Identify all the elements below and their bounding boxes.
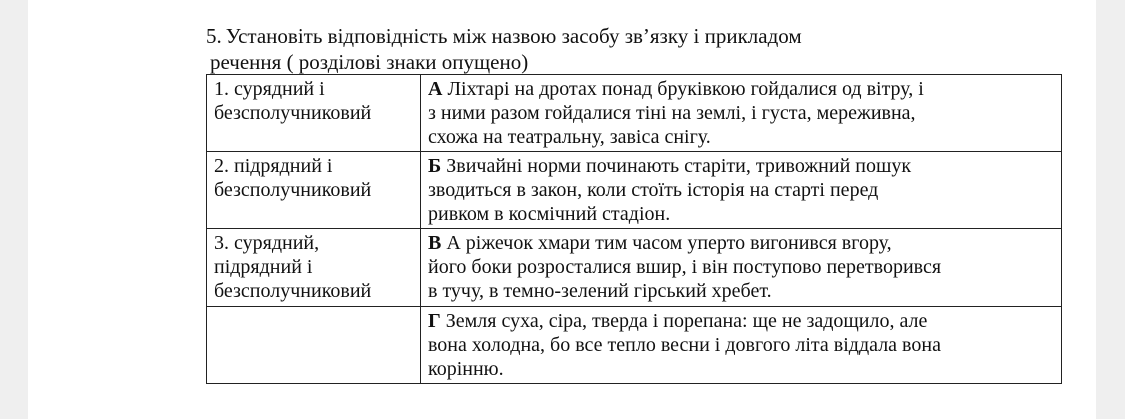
sentence-text: Звичайні норми починають старіти, тривожний пошук [446,155,912,177]
table-row [207,307,1062,384]
task-title-text: Установіть відповідність між назвою засобу зв’язку і прикладом [225,24,802,48]
connection-type-line: 2. підрядний і [214,155,333,177]
sentence-line: зводиться в закон, коли стоїть історія на старті перед [428,179,879,201]
sentence-line: вона холодна, бо все тепло весни і довгого літа віддала вона [428,334,941,356]
sentence-line: в тучу, в темно-зелений гірський хребет. [428,280,772,302]
sentence-example-cell [421,229,1062,307]
sentence-text: Ліхтарі на дротах понад бруківкою гойдалися од вітру, і [447,78,924,100]
table-row [207,75,1062,152]
sentence-text: Земля суха, сіра, тверда і порепана: ще не задощило, але [445,310,928,332]
task-number: 5. [206,24,222,48]
sentence-line: корінню. [428,358,504,380]
connection-type-line: безсполучниковий [214,102,372,124]
connection-type-cell [207,229,421,307]
option-letter: Б [428,155,442,177]
sentence-line: його боки розросталися вшир, і він поступово перетворився [428,256,942,278]
connection-type-line: безсполучниковий [214,280,372,302]
sentence-line [428,309,1061,333]
sentence-line: ривком в космічний стадіон. [428,203,671,225]
sentence-line [428,154,1061,178]
task-title-line-2: речення ( розділові знаки опущено) [210,50,529,74]
connection-type-line: 3. сурядний, [214,232,320,254]
connection-type-line: 1. сурядний і [214,78,325,100]
connection-type-line: безсполучниковий [214,179,372,201]
matching-table [206,74,1062,384]
sentence-line: з ними разом гойдалися тіні на землі, і густа, мереживна, [428,102,916,124]
option-letter: В [428,232,442,254]
connection-type-cell [207,152,421,229]
connection-type-cell [207,75,421,152]
connection-type-line: підрядний і [214,256,313,278]
sentence-example-cell [421,307,1062,384]
sentence-example-cell [421,152,1062,229]
empty-cell [207,307,421,384]
task-title-line-1 [206,24,802,48]
option-letter: А [428,78,443,100]
table-row [207,152,1062,229]
sentence-line: схожа на театральну, завіса снігу. [428,126,711,148]
sentence-text: А ріжечок хмари тим часом уперто вигонився вгору, [446,232,892,254]
option-letter: Г [428,310,441,332]
sentence-line [428,77,1061,101]
table-row [207,229,1062,307]
document-page [28,0,1096,419]
sentence-example-cell [421,75,1062,152]
sentence-line [428,231,1061,255]
